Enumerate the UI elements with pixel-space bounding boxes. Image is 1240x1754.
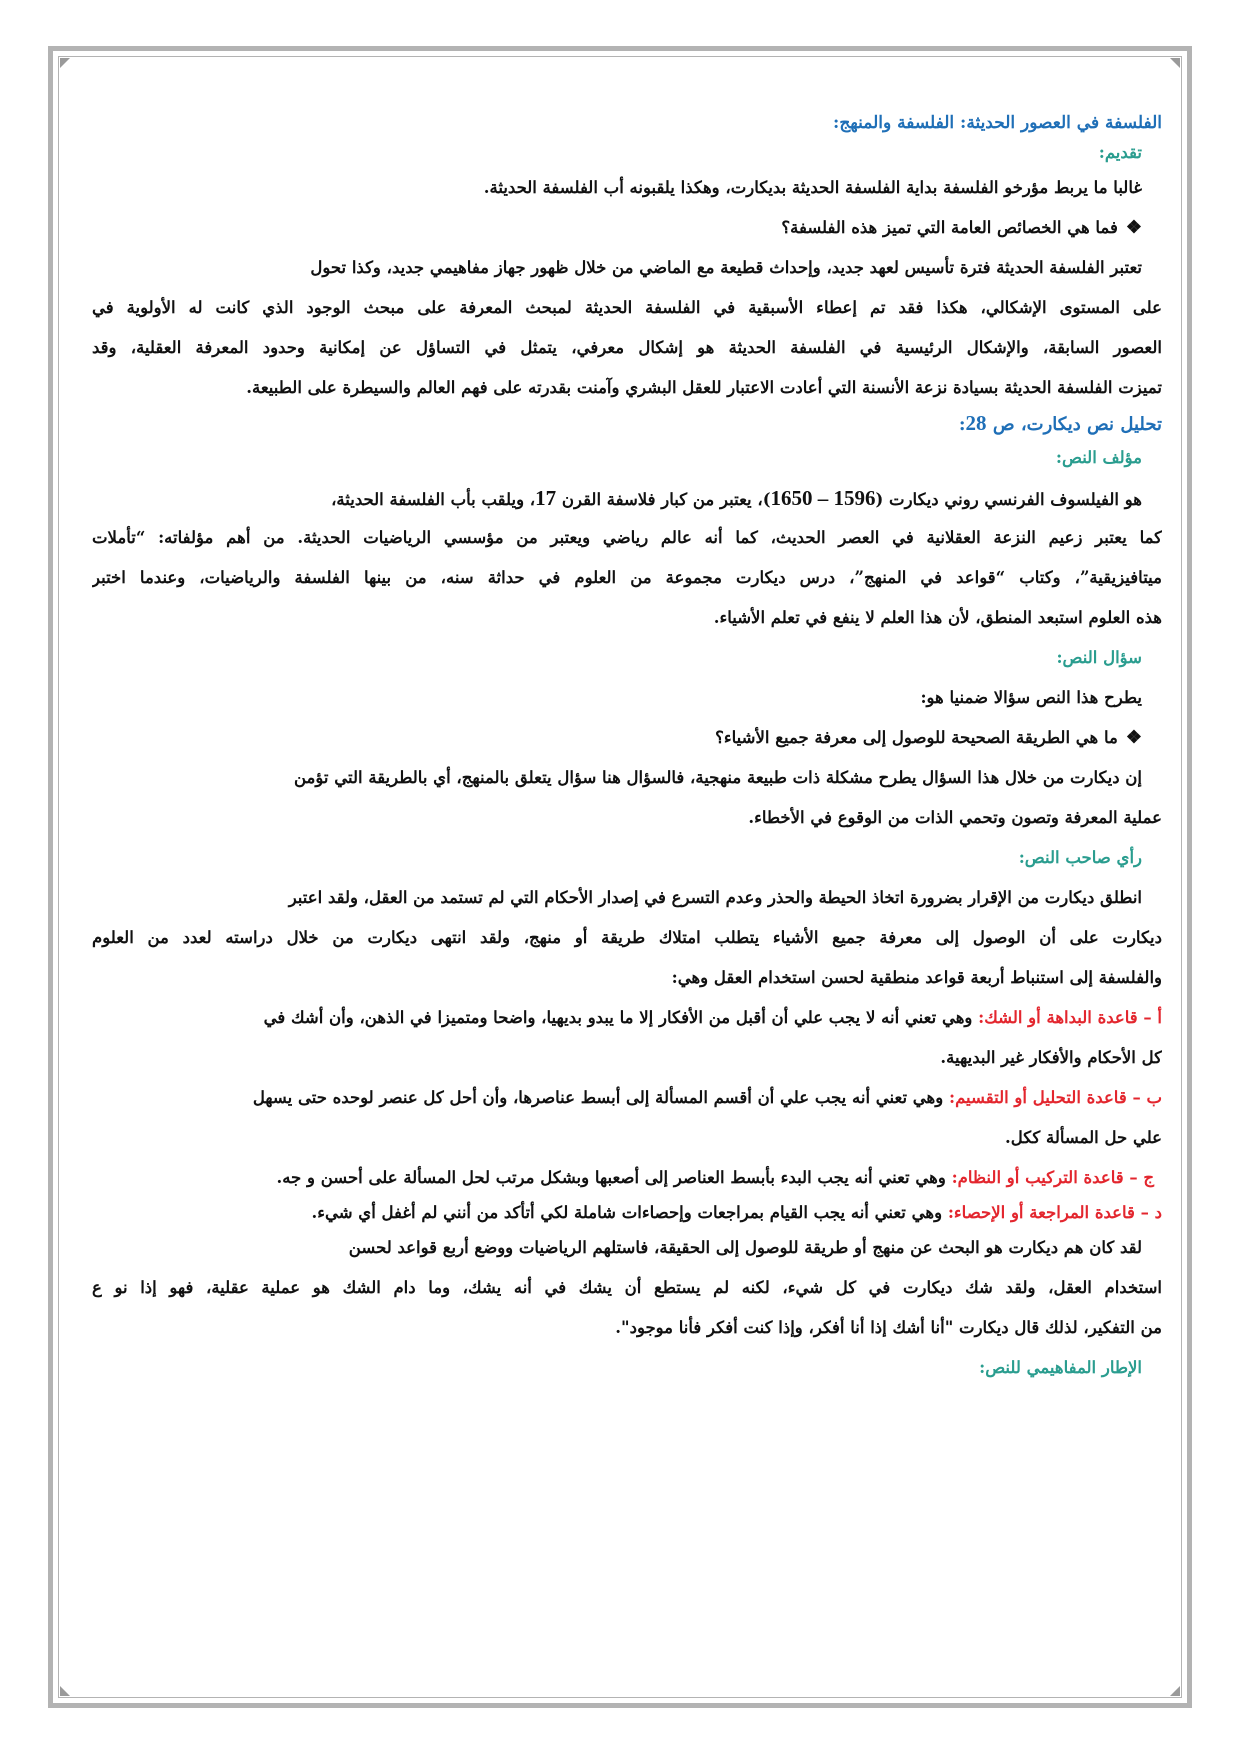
rule-d-text: وهي تعني أنه يجب القيام بمراجعات وإحصاءات شاملة لكي أتأكد من أنني لم أغفل أي شيء.	[311, 1203, 948, 1222]
author-years: 1596 – 1650	[770, 486, 876, 510]
diamond-bullet-icon: ❖	[1125, 217, 1142, 238]
rule-a-cont: كل الأحكام والأفكار غير البديهية.	[940, 1048, 1162, 1067]
analysis-title-suffix: :	[958, 414, 966, 435]
question-expl-line-1: إن ديكارت من خلال هذا السؤال يطرح مشكلة ذات طبيعة منهجية، فالسؤال هنا سؤال يتعلق بالمنهج، أي بالطريقة التي تؤمن	[294, 768, 1142, 787]
corner-ornament-bottom-right	[1170, 1686, 1180, 1696]
question-one-text: فما هي الخصائص العامة التي تميز هذه الفلسفة؟	[781, 218, 1118, 237]
intro-heading: تقديم:	[1098, 143, 1142, 162]
opinion-line-2: ديكارت على أن الوصول إلى معرفة جميع الأشياء يتطلب امتلاك طريقة أو منهج، ولقد انتهى ديكارت من خلال دراسته لعدد من العلوم	[92, 928, 1162, 947]
para1-line-1: تعتبر الفلسفة الحديثة فترة تأسيس لعهد جديد، وإحداث قطيعة مع الماضي من خلال ظهور جهاز مفاهيمي جديد، وكذا تحول	[310, 258, 1142, 277]
author-line-2: كما يعتبر زعيم النزعة العقلانية في العصر الحديث، كما أنه عالم رياضي ويعتبر من مؤسسي الرياضيات الحديثة. من أهم مؤلفاته: “تأملات	[92, 528, 1162, 547]
author-heading: مؤلف النص:	[1055, 448, 1142, 467]
rule-d-label: د – قاعدة المراجعة أو الإحصاء:	[947, 1203, 1162, 1222]
conclusion-line-2: استخدام العقل، ولقد شك ديكارت في كل شيء، لكنه لم يستطع أن يشك في أنه يشك، وما دام الشك هو عملية عقلية، فهو إذا نو ع	[92, 1278, 1162, 1297]
main-title: الفلسفة في العصور الحديثة: الفلسفة والمنهج:	[833, 113, 1162, 133]
author-text-c: ، ويلقب بأب الفلسفة الحديثة،	[331, 490, 536, 509]
rule-b-text: وهي تعني أنه يجب علي أن أقسم المسألة إلى أبسط عناصرها، وأن أحل كل عنصر لوحده حتى يسهل	[252, 1088, 949, 1107]
rule-c-label: ج – قاعدة التركيب أو النظام:	[951, 1168, 1154, 1187]
question-intro: يطرح هذا النص سؤالا ضمنيا هو:	[920, 688, 1142, 707]
rule-b-cont: علي حل المسألة ككل.	[1005, 1128, 1162, 1147]
author-text-a: هو الفيلسوف الفرنسي روني ديكارت (	[875, 490, 1142, 509]
corner-ornament-top-left	[60, 58, 70, 68]
question-expl-line-2: عملية المعرفة وتصون وتحمي الذات من الوقوع في الأخطاء.	[748, 808, 1162, 827]
rule-d	[92, 1198, 1162, 1228]
intro-line: غالبا ما يربط مؤرخو الفلسفة بداية الفلسفة الحديثة بديكارت، وهكذا يلقبونه أب الفلسفة الحديثة.	[483, 178, 1142, 197]
analysis-title	[92, 408, 1162, 438]
para1-line-3: العصور السابقة، والإشكال الرئيسية في الفلسفة الحديثة هو إشكال معرفي، يتمثل في التساؤل عن إمكانية وحدود المعرفة العقلية، وقد	[92, 338, 1162, 357]
rule-c	[92, 1158, 1162, 1198]
corner-ornament-bottom-left	[60, 1686, 70, 1696]
author-line-1	[92, 478, 1162, 518]
opinion-heading: رأي صاحب النص:	[1018, 848, 1142, 867]
para1-line-4: تميزت الفلسفة الحديثة بسيادة نزعة الأنسنة التي أعادت الاعتبار للعقل البشري وآمنت بقدرته على فهم العالم والسيطرة على الطبيعة.	[246, 378, 1162, 397]
question-heading: سؤال النص:	[1056, 648, 1142, 667]
rule-a-label: أ – قاعدة البداهة أو الشك:	[978, 1008, 1162, 1027]
author-century: 17	[535, 486, 557, 510]
rule-b-label: ب – قاعدة التحليل أو التقسيم:	[948, 1088, 1162, 1107]
author-text-b: )، يعتبر من كبار فلاسفة القرن	[556, 490, 771, 509]
rule-a-text: وهي تعني أنه لا يجب علي أن أقبل من الأفكار إلا ما يبدو بديهيا، واضحا ومتميزا في الذهن، وأن أشك في	[263, 1008, 979, 1027]
author-line-4: هذه العلوم استبعد المنطق، لأن هذا العلم لا ينفع في تعلم الأشياء.	[713, 608, 1162, 627]
para1-line-2: على المستوى الإشكالي، هكذا فقد تم إعطاء الأسبقية في الفلسفة الحديثة لمبحث المعرفة على مبحث الوجود الذي كانت له الأولوية في	[92, 298, 1162, 317]
question-two	[92, 718, 1162, 758]
rule-a	[92, 998, 1162, 1038]
analysis-title-prefix: تحليل نص ديكارت، ص	[986, 414, 1162, 435]
conclusion-line-1: لقد كان هم ديكارت هو البحث عن منهج أو طريقة للوصول إلى الحقيقة، فاستلهم الرياضيات ووضع أربع قواعد لحسن	[348, 1238, 1142, 1257]
document-body	[92, 108, 1162, 1388]
question-one	[92, 208, 1162, 248]
corner-ornament-top-right	[1170, 58, 1180, 68]
analysis-page-number: 28	[965, 411, 987, 435]
author-line-3: ميتافيزيقية”، وكتاب “قواعد في المنهج”، درس ديكارت مجموعة من العلوم في حداثة سنه، من بينها الفلسفة والرياضيات، وعندما اختبر	[92, 568, 1162, 587]
question-two-text: ما هي الطريقة الصحيحة للوصول إلى معرفة جميع الأشياء؟	[715, 728, 1118, 747]
opinion-line-3: والفلسفة إلى استنباط أربعة قواعد منطقية لحسن استخدام العقل وهي:	[671, 968, 1162, 987]
rule-b	[92, 1078, 1162, 1118]
framework-heading: الإطار المفاهيمي للنص:	[979, 1358, 1142, 1377]
diamond-bullet-icon: ❖	[1125, 727, 1142, 748]
rule-c-text: وهي تعني أنه يجب البدء بأبسط العناصر إلى أصعبها وبشكل مرتب لحل المسألة على أحسن و جه.	[276, 1168, 952, 1187]
conclusion-line-3: من التفكير، لذلك قال ديكارت "أنا أشك إذا أنا أفكر، وإذا كنت أفكر فأنا موجود".	[615, 1318, 1162, 1337]
opinion-line-1: انطلق ديكارت من الإقرار بضرورة اتخاذ الحيطة والحذر وعدم التسرع في إصدار الأحكام التي لم تستمد من العقل، ولقد اعتبر	[288, 888, 1142, 907]
